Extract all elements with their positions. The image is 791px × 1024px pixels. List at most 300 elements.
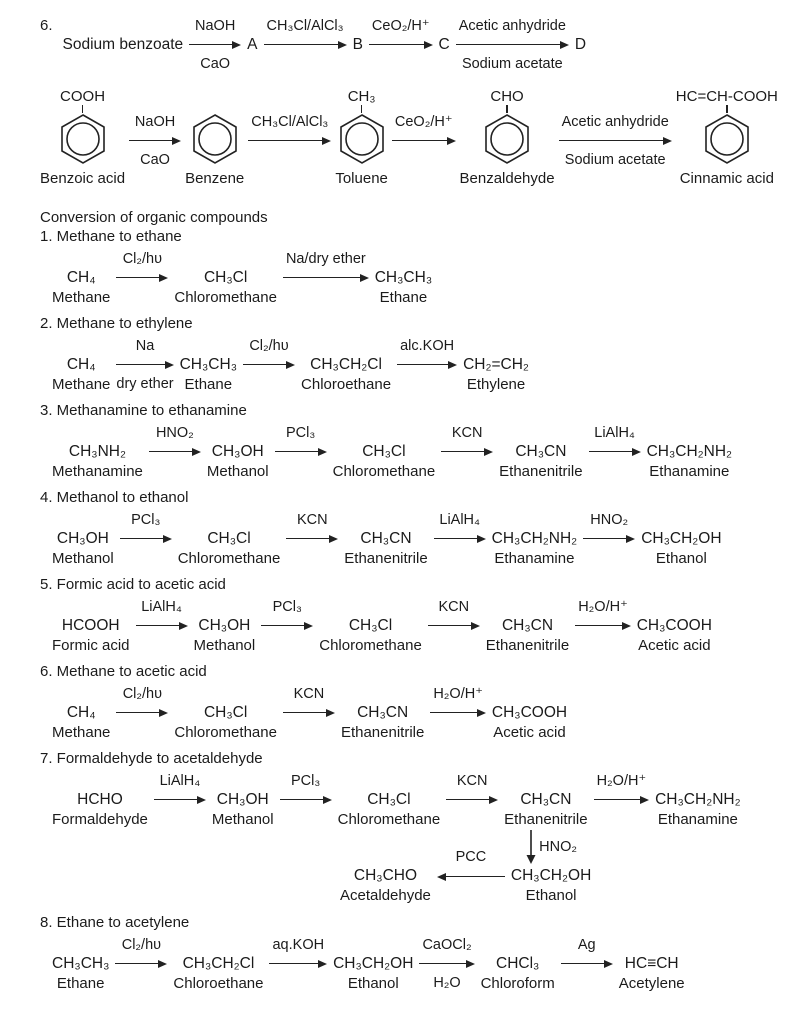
arrow-track xyxy=(248,130,331,151)
arrow-shaft xyxy=(441,451,485,453)
arrow-shaft xyxy=(559,140,664,142)
spacer xyxy=(249,16,255,34)
arrow-top-label: PCC xyxy=(455,849,487,865)
right-arrow-icon xyxy=(116,361,173,369)
spacer xyxy=(578,16,584,34)
left-arrow-icon xyxy=(437,873,505,881)
right-arrow-icon xyxy=(392,137,456,145)
arrow-shaft xyxy=(430,712,478,714)
compound xyxy=(463,336,529,394)
compound-name: Ethanamine xyxy=(649,463,730,480)
spacer xyxy=(355,16,361,34)
compound-name: Acetylene xyxy=(618,975,685,992)
compound xyxy=(52,510,114,568)
benzene-structure xyxy=(40,86,125,187)
arrow-top-label: PCl₃ xyxy=(272,599,302,615)
arrow-head xyxy=(484,448,493,456)
reaction-chain xyxy=(52,684,777,742)
arrow-top-label: CeO₂/H⁺ xyxy=(394,114,453,130)
arrow-shaft xyxy=(136,625,180,627)
reaction-chain xyxy=(52,423,777,481)
conversion-7 xyxy=(40,750,777,906)
benzene-ring-icon xyxy=(339,113,385,165)
spacer xyxy=(671,597,677,615)
reaction-arrow xyxy=(243,336,295,394)
spacer xyxy=(223,684,229,702)
compound-formula: CH₃Cl xyxy=(203,703,248,721)
compound-formula: CH₃CH₂OH xyxy=(333,954,414,972)
compound-name: Methanol xyxy=(193,637,256,654)
reaction-arrow xyxy=(430,684,486,742)
arrow-top-label: PCl₃ xyxy=(131,512,161,528)
right-arrow-icon xyxy=(589,448,641,456)
spacer xyxy=(686,423,692,441)
arrow-top-label: Cl₂/hυ xyxy=(121,937,162,953)
compound-formula: CH₃CH₂NH₂ xyxy=(655,790,741,808)
arrow-shaft xyxy=(189,44,233,46)
conversion-6 xyxy=(40,663,777,742)
arrow-top-label: Na xyxy=(135,338,155,354)
arrow-shaft xyxy=(261,625,305,627)
arrow-top-label: CaOCl₂ xyxy=(422,937,472,953)
arrow-top-label: KCN xyxy=(293,686,325,702)
section-title: Conversion of organic compounds xyxy=(40,209,268,226)
compound xyxy=(174,684,277,742)
right-arrow-icon xyxy=(428,622,480,630)
right-arrow-icon xyxy=(456,41,569,49)
compound xyxy=(52,423,143,481)
arrow-track xyxy=(589,441,641,462)
arrow-top-label: LiAlH₄ xyxy=(439,512,480,528)
arrow-shaft xyxy=(561,963,605,965)
right-arrow-icon xyxy=(154,796,206,804)
arrow-track xyxy=(116,702,168,723)
arrow-shaft xyxy=(269,963,319,965)
compound-formula: CH₃OH xyxy=(56,529,109,547)
conversion-2 xyxy=(40,315,777,394)
compound-formula: CH₃CH₂OH xyxy=(510,866,592,884)
compound-name: Chloromethane xyxy=(174,289,277,306)
arrow-head xyxy=(159,274,168,282)
reaction-arrow xyxy=(149,423,201,481)
compound xyxy=(63,16,184,74)
spacer xyxy=(88,597,94,615)
right-arrow-icon xyxy=(116,709,168,717)
arrow-head xyxy=(489,796,498,804)
arrow-top-label: KCN xyxy=(296,512,328,528)
reaction-chain xyxy=(52,935,777,993)
reaction-arrow xyxy=(419,935,474,993)
spacer xyxy=(78,684,84,702)
right-arrow-icon xyxy=(434,535,486,543)
compound xyxy=(344,510,427,568)
arrow-shaft xyxy=(116,712,160,714)
compound xyxy=(52,684,110,742)
right-arrow-icon xyxy=(397,361,457,369)
arrow-track xyxy=(369,34,433,55)
arrow-track xyxy=(129,130,181,151)
arrow-top-label: HNO₂ xyxy=(590,512,629,528)
compound-formula: HCHO xyxy=(77,790,123,808)
compound-name: Methane xyxy=(52,289,111,306)
reaction-arrow xyxy=(115,935,167,993)
spacer xyxy=(370,935,376,953)
arrow-track xyxy=(575,615,631,636)
arrow-shaft xyxy=(283,277,361,279)
compound xyxy=(207,423,269,481)
right-arrow-icon xyxy=(269,960,327,968)
right-arrow-icon xyxy=(419,960,474,968)
arrow-track xyxy=(149,441,201,462)
arrow-head xyxy=(640,796,649,804)
reaction-arrow xyxy=(446,771,498,829)
spacer xyxy=(240,771,246,789)
spacer xyxy=(368,597,374,615)
reaction-arrow xyxy=(129,112,181,187)
reaction-arrow xyxy=(136,597,188,655)
conversion-heading: 7. Formaldehyde to acetaldehyde xyxy=(40,750,263,767)
arrow-head xyxy=(466,960,475,968)
benzene-ring-icon xyxy=(192,113,238,165)
hno2-step xyxy=(522,827,580,865)
compound xyxy=(52,597,130,655)
right-arrow-icon xyxy=(120,535,172,543)
arrow-shaft xyxy=(280,799,324,801)
compound-formula: A xyxy=(247,35,258,53)
conversion-5 xyxy=(40,576,777,655)
question-number: 6. xyxy=(40,17,53,34)
benzene-structure xyxy=(185,86,244,187)
arrow-shaft xyxy=(434,538,478,540)
reaction-arrow xyxy=(283,684,335,742)
compound-name: Ethanenitrile xyxy=(344,550,428,567)
reaction-arrow xyxy=(261,597,313,655)
conversion-heading: 8. Ethane to acetylene xyxy=(40,914,190,931)
arrow-track xyxy=(154,789,206,810)
arrow-shaft xyxy=(286,538,330,540)
arrow-top-label: Acetic anhydride xyxy=(458,18,566,34)
right-arrow-icon xyxy=(441,448,493,456)
compound-name: Acetic acid xyxy=(493,724,566,741)
pcc-reaction-arrow xyxy=(437,827,505,906)
right-arrow-icon xyxy=(275,448,327,456)
arrow-head xyxy=(329,535,338,543)
arrow-track xyxy=(583,528,635,549)
reaction-arrow xyxy=(561,935,613,993)
compound-name: Ethanamine xyxy=(494,550,575,567)
conversion-8 xyxy=(40,914,777,993)
compound-formula: CH₃Cl xyxy=(348,616,393,634)
arrow-shaft xyxy=(154,799,198,801)
arrow-track xyxy=(456,34,569,55)
arrow-head xyxy=(179,622,188,630)
spacer xyxy=(526,684,532,702)
compound-formula: CH₃CH₃ xyxy=(52,954,110,972)
arrow-top-label: LiAlH₄ xyxy=(159,773,201,789)
compound-name: Methanol xyxy=(211,811,274,828)
structure-reaction-chain xyxy=(40,86,777,187)
compound-formula: CH₃COOH xyxy=(491,703,568,721)
compound xyxy=(575,16,586,74)
substituent-label: COOH xyxy=(60,88,106,105)
compound-name: Formic acid xyxy=(52,637,130,654)
compound-formula: CH₃CN xyxy=(520,790,572,808)
reaction-arrow xyxy=(275,423,327,481)
compound-name: Ethane xyxy=(56,975,105,992)
benzene-ring-icon xyxy=(484,113,530,165)
compound-formula: CH₃CH₂NH₂ xyxy=(646,442,733,460)
compound xyxy=(439,16,450,74)
arrow-shaft xyxy=(369,44,425,46)
compound-formula: CH₃CH₂Cl xyxy=(182,954,255,972)
compound xyxy=(619,935,685,993)
spacer xyxy=(343,336,349,354)
arrow-top-label: H₂O/H⁺ xyxy=(596,773,647,789)
arrow-head xyxy=(172,137,181,145)
reaction-arrow xyxy=(397,336,457,394)
compound xyxy=(52,771,148,829)
compound-name: Ethanol xyxy=(655,550,707,567)
conversion-heading: 3. Methanamine to ethanamine xyxy=(40,402,247,419)
reaction-chain xyxy=(52,510,777,568)
arrow-head xyxy=(322,137,331,145)
spacer xyxy=(386,771,392,789)
arrow-top-label: KCN xyxy=(456,773,488,789)
arrow-shaft xyxy=(116,364,165,366)
right-arrow-icon xyxy=(369,41,433,49)
compound-name: Ethanenitrile xyxy=(340,724,425,741)
compound-name: Ethane xyxy=(184,376,233,393)
reaction-arrow xyxy=(583,510,635,568)
compound-formula: CH₃OH xyxy=(211,442,264,460)
right-arrow-icon xyxy=(115,960,167,968)
arrow-head xyxy=(626,535,635,543)
benzene-ring-icon xyxy=(60,113,106,165)
arrow-track xyxy=(280,789,332,810)
reaction-arrow xyxy=(116,249,168,307)
arrow-track xyxy=(434,528,486,549)
compound xyxy=(504,771,587,829)
reaction-arrow xyxy=(575,597,631,655)
right-arrow-icon xyxy=(129,137,181,145)
arrow-top-label: KCN xyxy=(438,599,470,615)
arrow-bottom-label: CaO xyxy=(200,56,231,72)
arrow-head xyxy=(471,622,480,630)
arrow-track xyxy=(243,354,295,375)
bond-line xyxy=(361,105,363,113)
compound-formula: CH₃CH₃ xyxy=(374,268,433,286)
conversion-heading: 4. Methanol to ethanol xyxy=(40,489,189,506)
arrow-head xyxy=(304,622,313,630)
compound-name: Ethanol xyxy=(347,975,399,992)
spacer xyxy=(383,510,389,528)
right-arrow-icon xyxy=(594,796,650,804)
arrow-top-label: H₂O/H⁺ xyxy=(578,599,628,615)
compound-name: Ethanol xyxy=(525,887,577,904)
arrow-shaft xyxy=(445,876,505,878)
arrow-shaft xyxy=(575,625,623,627)
spacer xyxy=(97,771,103,789)
arrow-head xyxy=(360,274,369,282)
compound-name: Chloromethane xyxy=(319,637,422,654)
reaction-arrow xyxy=(594,771,650,829)
compound xyxy=(174,249,277,307)
reaction-arrow xyxy=(283,249,369,307)
arrow-track xyxy=(286,528,338,549)
spacer xyxy=(531,510,537,528)
arrow-head xyxy=(448,361,457,369)
arrow-top-label: CH₃Cl/AlCl₃ xyxy=(266,18,344,34)
compound xyxy=(333,423,436,481)
compound-formula: CH₃CHO xyxy=(353,866,418,884)
reaction-arrow xyxy=(286,510,338,568)
right-arrow-icon xyxy=(248,137,331,145)
compound-name: Toluene xyxy=(335,170,388,187)
arrow-shaft xyxy=(264,44,339,46)
benzene-structure xyxy=(335,86,388,187)
arrow-shaft xyxy=(115,963,159,965)
spacer xyxy=(78,336,84,354)
arrow-top-label: KCN xyxy=(451,425,483,441)
compound-name: Benzene xyxy=(185,170,245,187)
reaction-arrow xyxy=(280,771,332,829)
reaction-chain xyxy=(52,597,777,655)
compound-formula: CH₃CN xyxy=(515,442,567,460)
arrow-head xyxy=(477,535,486,543)
arrow-shaft xyxy=(428,625,472,627)
right-arrow-icon xyxy=(559,137,672,145)
reaction-arrow xyxy=(456,16,569,74)
arrow-top-label: LiAlH₄ xyxy=(141,599,182,615)
right-arrow-icon xyxy=(430,709,486,717)
reaction-arrow xyxy=(189,16,241,74)
spacer xyxy=(78,935,84,953)
reaction-arrow xyxy=(369,16,433,74)
right-arrow-icon xyxy=(283,274,369,282)
arrow-shaft xyxy=(392,140,448,142)
arrow-shaft xyxy=(120,538,164,540)
compound xyxy=(341,684,424,742)
compound-name: Acetic acid xyxy=(638,637,711,654)
compound-formula: HCOOH xyxy=(61,616,120,634)
compound xyxy=(333,935,413,993)
reaction-arrow xyxy=(589,423,641,481)
compound xyxy=(173,935,263,993)
arrow-track xyxy=(115,953,167,974)
compound-formula: CH₃Cl xyxy=(207,529,251,547)
reaction-arrow xyxy=(248,112,331,187)
arrow-track xyxy=(261,615,313,636)
compound-formula: CH₃CH₂NH₂ xyxy=(491,529,578,547)
reaction-chain xyxy=(52,249,777,307)
substituent-label: CHO xyxy=(490,88,524,105)
arrow-bottom-label: Sodium acetate xyxy=(461,56,563,72)
compound-name: Chloromethane xyxy=(174,724,277,741)
conversion-heading: 5. Formic acid to acetic acid xyxy=(40,576,226,593)
substituent-label: CH₃ xyxy=(347,88,376,105)
compound-formula: CH₄ xyxy=(66,703,96,721)
reaction-arrow xyxy=(441,423,493,481)
down-arrow-label: HNO₂ xyxy=(539,839,578,855)
spacer xyxy=(215,935,221,953)
compound xyxy=(247,16,257,74)
compound-name: Ethane xyxy=(379,289,428,306)
arrow-track xyxy=(428,615,480,636)
arrow-track xyxy=(269,953,327,974)
arrow-bottom-label: Sodium acetate xyxy=(564,152,666,168)
compound-formula: CH₃COOH xyxy=(636,616,712,634)
question-6-block xyxy=(40,16,777,74)
arrow-shaft xyxy=(116,277,160,279)
arrow-track xyxy=(441,441,493,462)
compound-formula: CH₃CH₃ xyxy=(179,355,238,373)
arrow-track xyxy=(561,953,613,974)
reaction-arrow xyxy=(392,112,456,187)
compound-name: Ethanenitrile xyxy=(485,637,570,654)
compound-formula: CH₃CN xyxy=(357,703,409,721)
arrow-head xyxy=(165,361,174,369)
right-arrow-icon xyxy=(149,448,201,456)
spacer xyxy=(381,423,387,441)
conversion-4 xyxy=(40,489,777,568)
conversion-heading: 1. Methane to ethane xyxy=(40,228,182,245)
arrow-top-label: alc.KOH xyxy=(400,338,455,354)
spacer xyxy=(515,935,521,953)
compound-formula: C xyxy=(438,35,450,53)
spacer xyxy=(223,249,229,267)
spacer xyxy=(543,771,549,789)
compound-formula: CH₃CN xyxy=(360,529,412,547)
spacer xyxy=(226,510,232,528)
compound-formula: CH₄ xyxy=(66,355,96,373)
arrow-track xyxy=(120,528,172,549)
arrow-track xyxy=(116,354,173,375)
arrow-shaft xyxy=(583,538,627,540)
compound xyxy=(499,423,582,481)
arrow-head xyxy=(197,796,206,804)
arrow-shaft xyxy=(419,963,466,965)
spacer xyxy=(380,684,386,702)
compound-formula: Sodium benzoate xyxy=(62,35,184,53)
spacer xyxy=(78,249,84,267)
arrow-track xyxy=(397,354,457,375)
arrow-shaft xyxy=(283,712,327,714)
compound-formula: CH₃Cl xyxy=(367,790,411,808)
reaction-arrow xyxy=(559,112,672,187)
arrow-head xyxy=(326,709,335,717)
reaction-arrow xyxy=(116,684,168,742)
compound-name: Acetaldehyde xyxy=(340,887,431,904)
arrow-head xyxy=(632,448,641,456)
compound-name: Benzaldehyde xyxy=(459,170,555,187)
arrow-track xyxy=(136,615,188,636)
compound-name: Methanol xyxy=(52,550,114,567)
down-arrow-group xyxy=(525,829,577,865)
compound xyxy=(178,510,281,568)
compound-formula: CH₃CH₂Cl xyxy=(310,355,382,373)
conversion-heading: 2. Methane to ethylene xyxy=(40,315,193,332)
bond-line xyxy=(726,105,728,113)
arrow-track xyxy=(419,953,474,974)
spacer xyxy=(120,16,126,34)
compound xyxy=(52,249,110,307)
arrow-head xyxy=(424,41,433,49)
compound-formula: B xyxy=(352,35,363,53)
compound-name: Formaldehyde xyxy=(52,811,148,828)
conversion-1 xyxy=(40,228,777,307)
arrow-head xyxy=(447,137,456,145)
spacer xyxy=(441,16,447,34)
